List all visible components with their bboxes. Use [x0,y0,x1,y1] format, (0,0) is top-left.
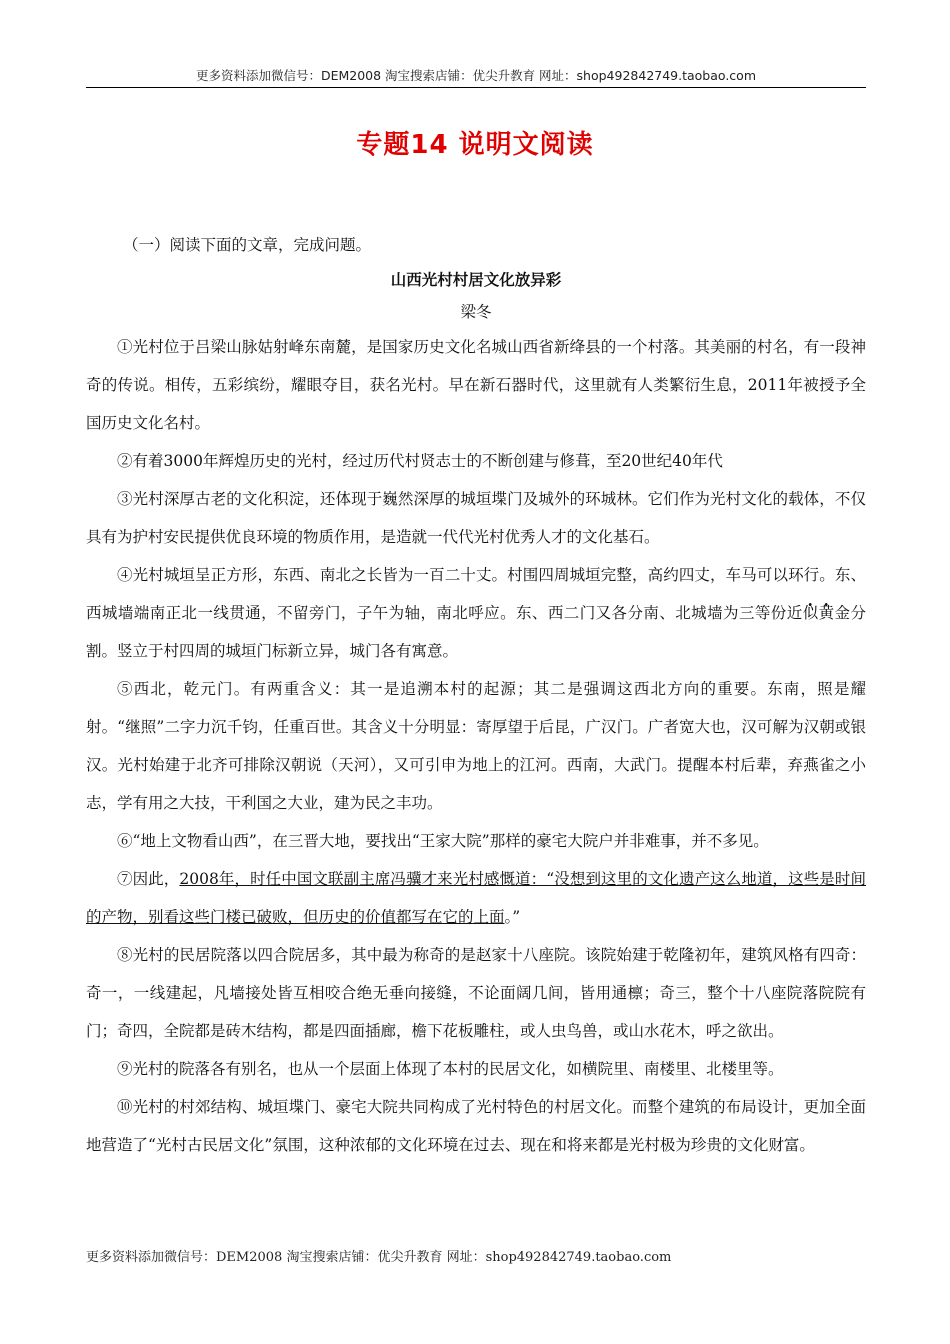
page-title: 专题14 说明文阅读 [356,130,594,160]
paragraph-4 [86,556,866,670]
emphasis-dot-char-1: 近 [786,604,803,622]
paragraph-2: ②有着3000年辉煌历史的光村，经过历代村贤志士的不断创建与修葺，至20世纪40年代 [117,452,723,470]
paragraph-7 [86,860,866,936]
header-divider [86,87,866,88]
article-author: 梁冬 [460,303,492,321]
paragraph-3: ③光村深厚古老的文化积淀，还体现于巍然深厚的城垣堞门及城外的环城林。它们作为光村文化的载体，不仅具有为护村安民提供优良环境的物质作用，是造就一代代光村优秀人才的文化基石。 [86,490,866,546]
paragraph-10: ⑩光村的村郊结构、城垣堞门、豪宅大院共同构成了光村特色的村居文化。而整个建筑的布局设计，更加全面地营造了“光村古民居文化”氛围，这种浓郁的文化环境在过去、现在和将来都是光村极为珍贵的文化财富。 [86,1098,866,1154]
section-instruction: （一）阅读下面的文章，完成问题。 [123,236,372,254]
paragraph-7-suffix: 。” [504,908,521,926]
paragraph-9: ⑨光村的院落各有别名，也从一个层面上体现了本村的民居文化，如横院里、南楼里、北楼里等。 [117,1060,784,1078]
paragraph-7-prefix: ⑦因此， [117,870,180,888]
article-title: 山西光村村居文化放异彩 [390,271,562,289]
page-footer-text: 更多资料添加微信号：DEM2008 淘宝搜索店铺：优尖升教育 网址：shop492842749.taobao.com [86,1250,672,1265]
paragraph-5: ⑤西北，乾元门。有两重含义：其一是追溯本村的起源；其二是强调这西北方向的重要。东南，照是耀射。“继照”二字力沉千钧，任重百世。其含义十分明显：寄厚望于后昆，广汉门。广者宽大也，汉可解为汉朝或银汉。光村始建于北齐可排除汉朝说（天河），又可引申为地上的江河。西南，大武门。提醒本村后辈，弃燕雀之小志，学有用之大技，干利国之大业，建为民之丰功。 [86,680,866,812]
paragraph-4-part1: ④光村城垣呈正方形，东西、南北之长皆为一百二十丈。村围四周城垣完整，高约四丈，车马可以环行。东、西城墙端南正北一线贯通，不留旁门，子午为轴，南北呼应。东、西二门又各分南、北城墙为三等份 [86,566,866,622]
underlined-quote: 2008年，时任中国文联副主席冯骥才来光村感慨道：“没想到这里的文化遗产这么地道，这些是时间的产物，别看这些门楼已破败，但历史的价值都写在它的上面 [86,870,866,926]
emphasis-dot-char-2: 似 [802,604,819,622]
paragraph-8: ⑧光村的民居院落以四合院居多，其中最为称奇的是赵家十八座院。该院始建于乾隆初年，建筑风格有四奇：奇一，一线建起，凡墙接处皆互相咬合绝无垂向接缝，不论面阔几间，皆用通檩；奇三，整个十八座院落院院有门；奇四，全院都是砖木结构，都是四面插廊，檐下花板雕柱，或人虫鸟兽，或山水花木，呼之欲出。 [86,946,866,1040]
page-header-text: 更多资料添加微信号：DEM2008 淘宝搜索店铺：优尖升教育 网址：shop492842749.taobao.com [195,68,757,83]
paragraph-1: ①光村位于吕梁山脉姑射峰东南麓，是国家历史文化名城山西省新绛县的一个村落。其美丽的村名，有一段神奇的传说。相传，五彩缤纷，耀眼夺目，获名光村。早在新石器时代，这里就有人类繁衍生息，2011年被授予全国历史文化名村。 [86,338,866,432]
paragraph-4-part2: 黄金分割。竖立于村四周的城垣门标新立异，城门各有寓意。 [86,604,866,660]
document-body [86,230,866,1164]
paragraph-6: ⑥“地上文物看山西”，在三晋大地，要找出“王家大院”那样的豪宅大院户并非难事，并不多见。 [117,832,769,850]
